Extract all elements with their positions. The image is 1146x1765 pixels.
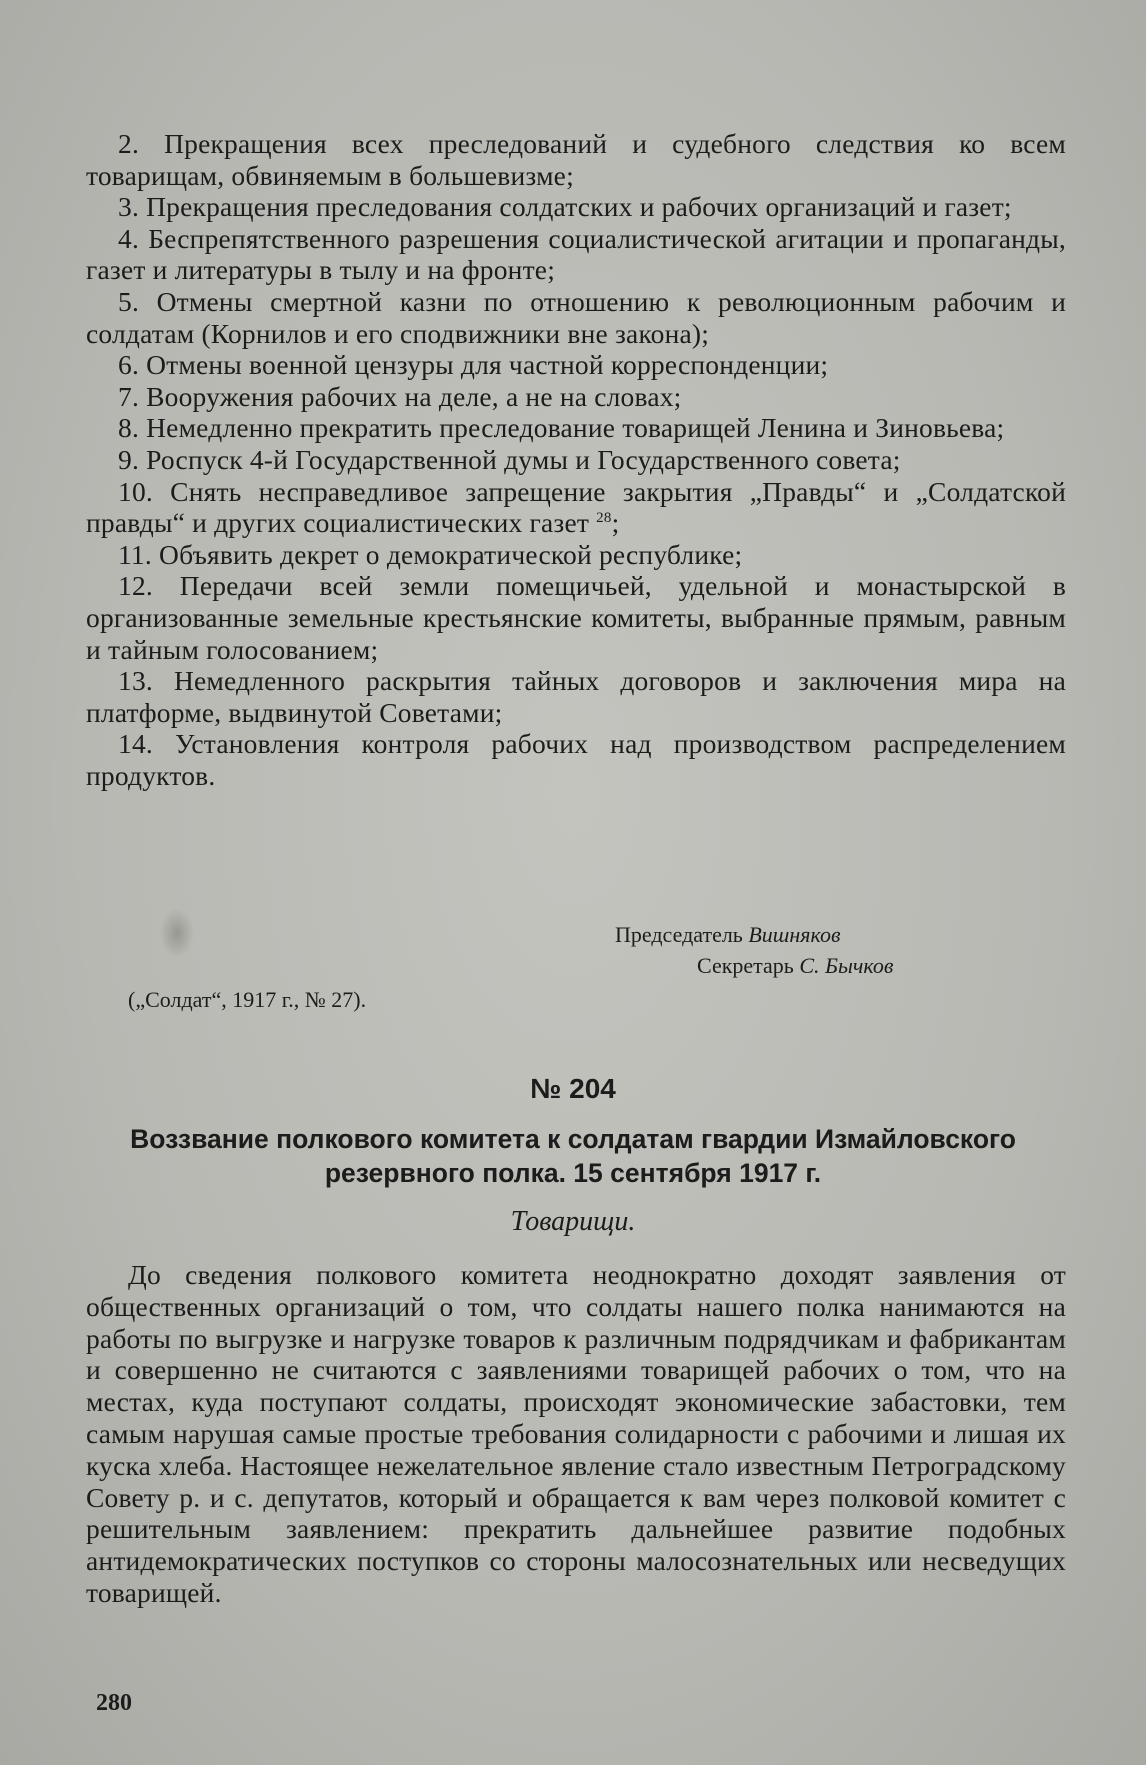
list-item: 8. Немедленно прекратить преследование товарищей Ленина и Зиновьева;: [118, 412, 1005, 444]
list-item: 9. Роспуск 4-й Государственной думы и Государственного совета;: [118, 443, 901, 475]
list-item: 13. Немедленного раскрытия тайных договоров и заключения мира на платформе, выдвинутой Советами;: [86, 665, 1066, 728]
list-item: 4. Беспрепятственного разрешения социалистической агитации и пропаганды, газет и литературы в тылу и на фронте;: [86, 222, 1066, 286]
signature-secretary: [697, 951, 893, 981]
signature-chair: [615, 920, 841, 950]
list-item: 11. Объявить декрет о демократической республике;: [118, 538, 743, 570]
list-item: 7. Вооружения рабочих на деле, а не на словах;: [118, 380, 682, 412]
chair-title: Председатель: [615, 922, 743, 947]
footnote-ref: 28: [596, 509, 612, 526]
list-item: 2. Прекращения всех преследований и судебного следствия ко всем товарищам, обвиняемым в большевизме;: [86, 128, 1066, 191]
list-item: 3. Прекращения преследования солдатских и рабочих организаций и газет;: [118, 191, 1012, 223]
list-item: 5. Отмены смертной казни по отношению к революционным рабочим и солдатам (Корнилов и его сподвижники вне закона);: [86, 285, 1066, 349]
demands-list: [86, 128, 1066, 791]
list-item: [86, 476, 1066, 539]
secretary-title: Секретарь: [697, 953, 794, 978]
ink-smudge: [160, 908, 194, 958]
list-item: 6. Отмены военной цензуры для частной корреспонденции;: [118, 349, 829, 381]
list-item-end: ;: [611, 507, 620, 539]
list-item-text: 10. Снять несправедливое запрещение закрытия „Правды“ и „Солдатской правды“ и других социалистических газет: [86, 475, 1066, 539]
page-number: 280: [96, 1690, 132, 1716]
document-title: Воззвание полкового комитета к солдатам гвардии Измайловского резервного полка. 15 сентября 1917 г.: [130, 1124, 1016, 1188]
document-number: № 204: [530, 1073, 616, 1104]
source-citation: („Солдат“, 1917 г., № 27).: [128, 987, 367, 1012]
secretary-name: С. Бычков: [799, 953, 894, 978]
chair-name: Вишняков: [748, 922, 841, 947]
salutation: Товарищи.: [510, 1206, 636, 1237]
body-paragraph: До сведения полкового комитета неоднократно доходят заявления от общественных организаций о том, что солдаты нашего полка нанимаются на работы по выгрузке и нагрузке товаров к различным подрядчикам и фабрикантам и совершенно не считаются с заявлениями товарищей рабочих о том, что на местах, куда поступают солдаты, происходят экономические забастовки, тем самым нарушая самые простые требования солидарности с рабочими и лишая их куска хлеба. Настоящее нежелательное явление стало известным Петроградскому Совету р. и с. депутатов, который и обращается к вам через полковой комитет с решительным заявлением: прекратить дальнейшее развитие подобных антидемократических поступков со стороны малосознательных или несведущих товарищей.: [86, 1259, 1066, 1608]
list-item: 14. Установления контроля рабочих над производством распределением продуктов.: [86, 728, 1066, 791]
list-item: 12. Передачи всей земли помещичьей, удельной и монастырской в организованные земельные крестьянские комитеты, выбранные прямым, равным и тайным голосованием;: [86, 570, 1066, 665]
